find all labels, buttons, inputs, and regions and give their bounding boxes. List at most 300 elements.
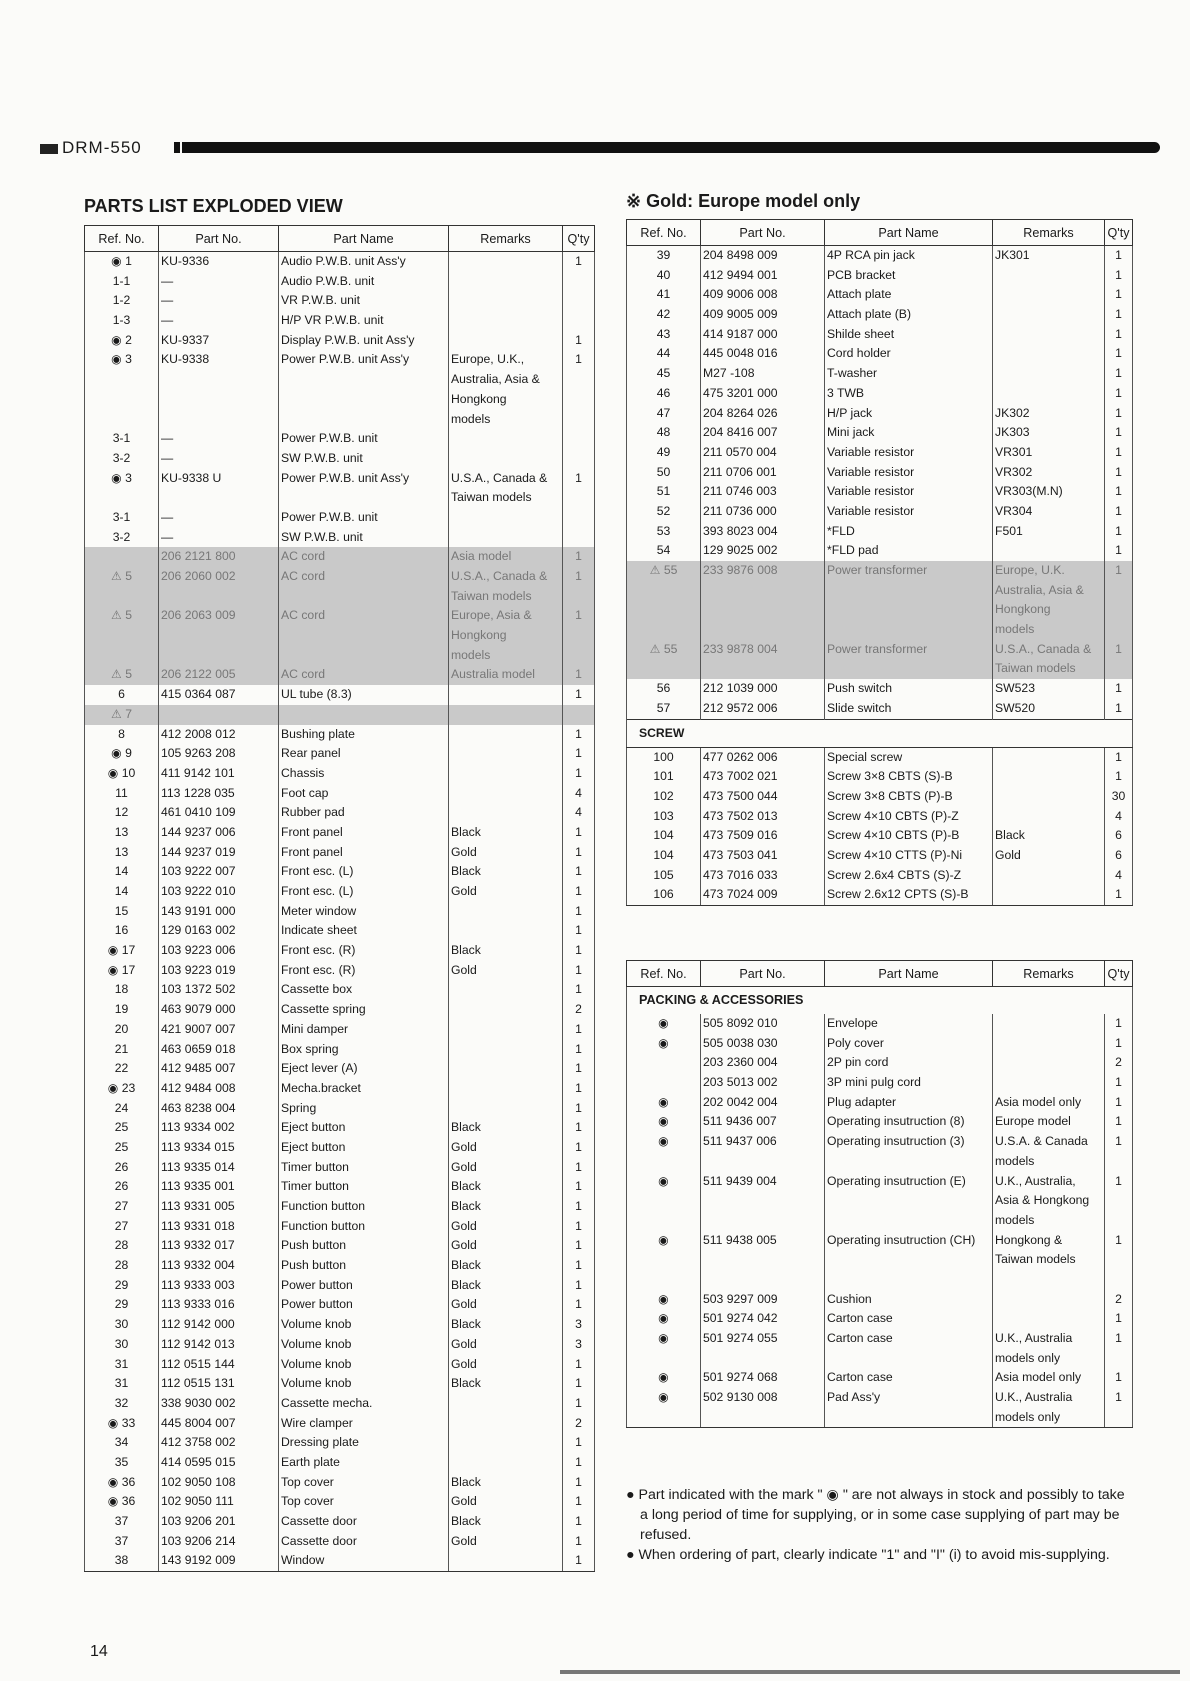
bottom-rule bbox=[560, 1670, 1180, 1674]
table-row bbox=[627, 640, 1133, 660]
table-row bbox=[85, 665, 595, 685]
table-row bbox=[627, 1112, 1133, 1132]
table-row bbox=[85, 1079, 595, 1099]
row-remarks bbox=[449, 449, 563, 469]
row-qty bbox=[1105, 1191, 1133, 1211]
row-part-no: 143 9192 009 bbox=[159, 1551, 279, 1571]
row-qty bbox=[1105, 581, 1133, 601]
row-remarks: Gold bbox=[449, 1532, 563, 1552]
row-part-no: 206 2122 005 bbox=[159, 665, 279, 685]
row-part-no: 113 9332 017 bbox=[159, 1236, 279, 1256]
row-remarks: Black bbox=[993, 826, 1105, 846]
table-row bbox=[85, 725, 595, 745]
row-qty: 1 bbox=[563, 725, 595, 745]
table-row bbox=[627, 1368, 1133, 1388]
row-part-name bbox=[825, 620, 993, 640]
row-part-no: 233 9876 008 bbox=[701, 561, 825, 581]
row-part-no bbox=[159, 646, 279, 666]
row-part-no: M27 -108 bbox=[701, 364, 825, 384]
table-row bbox=[627, 787, 1133, 807]
row-remarks: Asia model only bbox=[993, 1093, 1105, 1113]
row-qty: 4 bbox=[563, 803, 595, 823]
row-part-no bbox=[701, 1250, 825, 1270]
row-remarks: models only bbox=[993, 1349, 1105, 1369]
table-row bbox=[85, 1020, 595, 1040]
row-remarks bbox=[993, 305, 1105, 325]
row-part-name: Eject button bbox=[279, 1138, 449, 1158]
row-part-no bbox=[701, 1270, 825, 1290]
table-row bbox=[627, 1408, 1133, 1428]
table-row bbox=[627, 1093, 1133, 1113]
row-part-no bbox=[159, 587, 279, 607]
row-ref bbox=[85, 370, 159, 390]
row-ref: 13 bbox=[85, 823, 159, 843]
row-qty: 1 bbox=[563, 1473, 595, 1493]
row-part-no: 502 9130 008 bbox=[701, 1388, 825, 1408]
row-remarks bbox=[449, 921, 563, 941]
row-remarks: Gold bbox=[449, 1355, 563, 1375]
row-remarks: U.K., Australia bbox=[993, 1329, 1105, 1349]
row-qty: 1 bbox=[563, 1118, 595, 1138]
row-qty: 1 bbox=[563, 902, 595, 922]
row-part-no: 409 9005 009 bbox=[701, 305, 825, 325]
row-ref: 54 bbox=[627, 541, 701, 561]
col-part-name: Part Name bbox=[279, 226, 449, 252]
row-part-name: 2P pin cord bbox=[825, 1053, 993, 1073]
row-part-no: 211 0570 004 bbox=[701, 443, 825, 463]
row-ref: 1-3 bbox=[85, 311, 159, 331]
row-remarks: Asia & Hongkong bbox=[993, 1191, 1105, 1211]
row-remarks bbox=[449, 1433, 563, 1453]
col-part-name: Part Name bbox=[825, 961, 993, 987]
row-ref: ◉ bbox=[627, 1368, 701, 1388]
row-part-name: Earth plate bbox=[279, 1453, 449, 1473]
row-part-name: Envelope bbox=[825, 1014, 993, 1034]
row-part-no: 414 9187 000 bbox=[701, 325, 825, 345]
row-ref: ◉ bbox=[627, 1014, 701, 1034]
row-part-name: Operating insutruction (CH) bbox=[825, 1231, 993, 1251]
row-qty: 1 bbox=[563, 1099, 595, 1119]
row-remarks: VR304 bbox=[993, 502, 1105, 522]
row-part-no: 501 9274 068 bbox=[701, 1368, 825, 1388]
table-row bbox=[85, 902, 595, 922]
row-part-no: 463 9079 000 bbox=[159, 1000, 279, 1020]
row-remarks bbox=[993, 266, 1105, 286]
right-rows bbox=[627, 246, 1133, 720]
header-block-mark bbox=[40, 144, 58, 154]
row-part-no: 206 2063 009 bbox=[159, 606, 279, 626]
row-qty bbox=[1105, 620, 1133, 640]
row-qty bbox=[563, 370, 595, 390]
row-qty: 1 bbox=[563, 1512, 595, 1532]
row-ref: ◉ bbox=[627, 1172, 701, 1192]
row-remarks bbox=[993, 1053, 1105, 1073]
row-qty: 1 bbox=[563, 469, 595, 489]
row-qty: 1 bbox=[1105, 482, 1133, 502]
row-part-no: 511 9438 005 bbox=[701, 1231, 825, 1251]
row-part-no: 511 9437 006 bbox=[701, 1132, 825, 1152]
table-row bbox=[85, 1394, 595, 1414]
row-part-no: 511 9436 007 bbox=[701, 1112, 825, 1132]
row-remarks: U.K., Australia bbox=[993, 1388, 1105, 1408]
row-part-no: 412 2008 012 bbox=[159, 725, 279, 745]
table-row bbox=[85, 1374, 595, 1394]
row-part-no: 103 9223 019 bbox=[159, 961, 279, 981]
notes bbox=[626, 1485, 1126, 1565]
row-remarks bbox=[449, 902, 563, 922]
row-qty: 1 bbox=[563, 1256, 595, 1276]
row-remarks: U.S.A., Canada & bbox=[449, 567, 563, 587]
table-row bbox=[627, 1073, 1133, 1093]
row-ref: ◉ 33 bbox=[85, 1414, 159, 1434]
row-qty: 1 bbox=[1105, 325, 1133, 345]
row-qty bbox=[1105, 1250, 1133, 1270]
row-qty: 1 bbox=[1105, 640, 1133, 660]
row-qty: 1 bbox=[1105, 522, 1133, 542]
row-ref: ◉ bbox=[627, 1093, 701, 1113]
row-qty: 1 bbox=[563, 1020, 595, 1040]
row-part-name: Eject button bbox=[279, 1118, 449, 1138]
row-qty: 1 bbox=[563, 1492, 595, 1512]
row-part-name: Carton case bbox=[825, 1309, 993, 1329]
row-ref bbox=[627, 1191, 701, 1211]
row-part-no: 202 0042 004 bbox=[701, 1093, 825, 1113]
table-row bbox=[85, 429, 595, 449]
row-qty: 1 bbox=[563, 1355, 595, 1375]
row-qty: 1 bbox=[1105, 1329, 1133, 1349]
table-row bbox=[85, 1256, 595, 1276]
table-row bbox=[85, 1433, 595, 1453]
row-part-name: Shilde sheet bbox=[825, 325, 993, 345]
row-ref: 51 bbox=[627, 482, 701, 502]
row-remarks: Gold bbox=[449, 1492, 563, 1512]
row-part-no: KU-9338 bbox=[159, 350, 279, 370]
row-ref: 35 bbox=[85, 1453, 159, 1473]
row-qty: 1 bbox=[563, 1236, 595, 1256]
row-part-no: 143 9191 000 bbox=[159, 902, 279, 922]
table-row bbox=[85, 862, 595, 882]
row-part-no: 412 9494 001 bbox=[701, 266, 825, 286]
row-qty: 1 bbox=[1105, 266, 1133, 286]
row-part-name: T-washer bbox=[825, 364, 993, 384]
row-remarks: Gold bbox=[449, 1295, 563, 1315]
row-remarks: Black bbox=[449, 1276, 563, 1296]
row-ref: 37 bbox=[85, 1512, 159, 1532]
table-row bbox=[627, 1388, 1133, 1408]
row-remarks bbox=[449, 1020, 563, 1040]
table-row bbox=[627, 246, 1133, 266]
row-qty: 1 bbox=[1105, 541, 1133, 561]
row-remarks bbox=[449, 272, 563, 292]
left-title: PARTS LIST EXPLODED VIEW bbox=[84, 196, 343, 216]
row-part-name: AC cord bbox=[279, 665, 449, 685]
row-ref: 20 bbox=[85, 1020, 159, 1040]
row-part-no: 414 0595 015 bbox=[159, 1453, 279, 1473]
table-row bbox=[85, 1335, 595, 1355]
row-ref bbox=[627, 659, 701, 679]
table-header bbox=[627, 961, 1133, 987]
row-qty: 1 bbox=[563, 823, 595, 843]
row-remarks bbox=[449, 1000, 563, 1020]
row-qty: 1 bbox=[1105, 384, 1133, 404]
row-part-no: 113 9335 001 bbox=[159, 1177, 279, 1197]
row-ref bbox=[627, 1250, 701, 1270]
row-remarks bbox=[449, 764, 563, 784]
row-qty: 1 bbox=[1105, 699, 1133, 719]
row-part-name: Power button bbox=[279, 1276, 449, 1296]
row-part-no: 411 9142 101 bbox=[159, 764, 279, 784]
row-remarks bbox=[449, 1394, 563, 1414]
row-part-name bbox=[279, 626, 449, 646]
row-remarks: Taiwan models bbox=[449, 488, 563, 508]
row-qty: 3 bbox=[563, 1315, 595, 1335]
row-part-no bbox=[701, 659, 825, 679]
row-remarks bbox=[449, 744, 563, 764]
row-ref: ◉ bbox=[627, 1290, 701, 1310]
table-row bbox=[627, 807, 1133, 827]
row-part-no: — bbox=[159, 508, 279, 528]
row-ref: ◉ bbox=[627, 1329, 701, 1349]
row-ref: 15 bbox=[85, 902, 159, 922]
table-row bbox=[85, 1473, 595, 1493]
row-part-name: Front esc. (R) bbox=[279, 961, 449, 981]
table-row bbox=[85, 272, 595, 292]
row-part-name: Mecha.bracket bbox=[279, 1079, 449, 1099]
row-part-name: SW P.W.B. unit bbox=[279, 528, 449, 548]
row-part-name bbox=[825, 1270, 993, 1290]
row-part-name: Front panel bbox=[279, 823, 449, 843]
row-part-no bbox=[701, 1211, 825, 1231]
row-part-name: Cushion bbox=[825, 1290, 993, 1310]
row-part-no: 461 0410 109 bbox=[159, 803, 279, 823]
row-part-no: 338 9030 002 bbox=[159, 1394, 279, 1414]
row-remarks: Black bbox=[449, 862, 563, 882]
row-remarks bbox=[993, 1034, 1105, 1054]
row-part-no: 505 8092 010 bbox=[701, 1014, 825, 1034]
row-part-name bbox=[825, 581, 993, 601]
row-remarks bbox=[449, 1551, 563, 1571]
row-qty: 6 bbox=[1105, 826, 1133, 846]
row-part-no: 473 7503 041 bbox=[701, 846, 825, 866]
row-remarks: VR302 bbox=[993, 463, 1105, 483]
row-qty: 1 bbox=[563, 1276, 595, 1296]
col-part-no: Part No. bbox=[701, 220, 825, 246]
row-ref: 48 bbox=[627, 423, 701, 443]
row-ref: ◉ 9 bbox=[85, 744, 159, 764]
row-qty: 4 bbox=[1105, 807, 1133, 827]
row-remarks: Black bbox=[449, 1177, 563, 1197]
row-part-name bbox=[279, 370, 449, 390]
table-row bbox=[627, 1211, 1133, 1231]
table-row bbox=[85, 311, 595, 331]
table-row bbox=[85, 606, 595, 626]
row-qty bbox=[563, 508, 595, 528]
row-qty: 1 bbox=[1105, 561, 1133, 581]
table-row bbox=[627, 767, 1133, 787]
note-2: ● When ordering of part, clearly indicate "1" and "I" (i) to avoid mis-supplying. bbox=[626, 1547, 1110, 1563]
row-part-no bbox=[159, 410, 279, 430]
row-part-name: Cassette door bbox=[279, 1532, 449, 1552]
row-remarks: Gold bbox=[449, 1335, 563, 1355]
table-row bbox=[627, 463, 1133, 483]
row-ref: 30 bbox=[85, 1315, 159, 1335]
row-remarks bbox=[993, 767, 1105, 787]
row-qty: 1 bbox=[563, 567, 595, 587]
row-qty: 1 bbox=[563, 350, 595, 370]
row-remarks: U.S.A., Canada & bbox=[449, 469, 563, 489]
row-ref: 104 bbox=[627, 826, 701, 846]
row-part-no: 204 8416 007 bbox=[701, 423, 825, 443]
row-part-no: 233 9878 004 bbox=[701, 640, 825, 660]
row-part-name: Screw 2.6x4 CBTS (S)-Z bbox=[825, 866, 993, 886]
table-row bbox=[627, 404, 1133, 424]
table-row bbox=[627, 1231, 1133, 1251]
table-row bbox=[85, 784, 595, 804]
row-qty: 1 bbox=[563, 1079, 595, 1099]
row-remarks bbox=[449, 429, 563, 449]
row-ref: 46 bbox=[627, 384, 701, 404]
row-part-no: 412 3758 002 bbox=[159, 1433, 279, 1453]
row-qty: 1 bbox=[563, 331, 595, 351]
row-part-no: 113 9334 015 bbox=[159, 1138, 279, 1158]
row-remarks: JK301 bbox=[993, 246, 1105, 266]
row-remarks: U.S.A., Canada & bbox=[993, 640, 1105, 660]
row-part-name: Power button bbox=[279, 1295, 449, 1315]
row-ref: 11 bbox=[85, 784, 159, 804]
row-ref: 31 bbox=[85, 1355, 159, 1375]
table-row bbox=[85, 1099, 595, 1119]
row-ref: 42 bbox=[627, 305, 701, 325]
row-part-no: 105 9263 208 bbox=[159, 744, 279, 764]
row-remarks bbox=[993, 807, 1105, 827]
row-qty: 1 bbox=[1105, 364, 1133, 384]
row-remarks: Europe model bbox=[993, 1112, 1105, 1132]
table-row bbox=[85, 528, 595, 548]
row-part-no: 412 9485 007 bbox=[159, 1059, 279, 1079]
row-part-name bbox=[279, 587, 449, 607]
row-qty bbox=[1105, 1211, 1133, 1231]
row-remarks: Gold bbox=[449, 1236, 563, 1256]
row-part-name: 3P mini pulg cord bbox=[825, 1073, 993, 1093]
table-row bbox=[85, 1197, 595, 1217]
row-part-no: 511 9439 004 bbox=[701, 1172, 825, 1192]
row-qty bbox=[1105, 659, 1133, 679]
row-part-name: Function button bbox=[279, 1197, 449, 1217]
row-qty: 1 bbox=[1105, 1172, 1133, 1192]
row-remarks bbox=[993, 1270, 1105, 1290]
row-part-no bbox=[701, 1191, 825, 1211]
row-part-name: UL tube (8.3) bbox=[279, 685, 449, 705]
row-part-no: 473 7500 044 bbox=[701, 787, 825, 807]
row-qty: 1 bbox=[563, 744, 595, 764]
row-qty: 1 bbox=[563, 1394, 595, 1414]
table-row bbox=[627, 1014, 1133, 1034]
page-header bbox=[0, 138, 1160, 162]
row-part-no: 103 9206 214 bbox=[159, 1532, 279, 1552]
row-part-name: Power P.W.B. unit Ass'y bbox=[279, 350, 449, 370]
col-ref: Ref. No. bbox=[85, 226, 159, 252]
row-qty: 1 bbox=[1105, 1132, 1133, 1152]
row-qty bbox=[563, 449, 595, 469]
row-part-no: 421 9007 007 bbox=[159, 1020, 279, 1040]
row-part-name bbox=[279, 646, 449, 666]
table-row bbox=[627, 846, 1133, 866]
row-part-no: 412 9484 008 bbox=[159, 1079, 279, 1099]
row-qty: 1 bbox=[563, 1138, 595, 1158]
row-ref: ⚠ 5 bbox=[85, 665, 159, 685]
row-qty: 1 bbox=[1105, 747, 1133, 767]
table-row bbox=[85, 843, 595, 863]
row-qty: 30 bbox=[1105, 787, 1133, 807]
col-qty: Q'ty bbox=[563, 226, 595, 252]
screw-rows bbox=[627, 747, 1133, 906]
row-qty bbox=[563, 646, 595, 666]
row-remarks: Taiwan models bbox=[993, 659, 1105, 679]
row-part-name: H/P VR P.W.B. unit bbox=[279, 311, 449, 331]
table-row bbox=[627, 1329, 1133, 1349]
row-qty: 3 bbox=[563, 1335, 595, 1355]
row-part-no: 409 9006 008 bbox=[701, 285, 825, 305]
row-ref bbox=[627, 581, 701, 601]
row-remarks: Gold bbox=[449, 961, 563, 981]
row-part-name: Eject lever (A) bbox=[279, 1059, 449, 1079]
row-part-name: Operating insutruction (3) bbox=[825, 1132, 993, 1152]
row-remarks: SW520 bbox=[993, 699, 1105, 719]
row-remarks: Taiwan models bbox=[449, 587, 563, 607]
row-ref bbox=[85, 410, 159, 430]
row-part-name: Box spring bbox=[279, 1040, 449, 1060]
row-ref: 12 bbox=[85, 803, 159, 823]
row-part-no: 503 9297 009 bbox=[701, 1290, 825, 1310]
row-qty bbox=[563, 587, 595, 607]
row-qty: 2 bbox=[1105, 1290, 1133, 1310]
table-row bbox=[85, 252, 595, 272]
row-qty bbox=[563, 390, 595, 410]
row-ref bbox=[627, 1408, 701, 1428]
row-part-no: 473 7016 033 bbox=[701, 866, 825, 886]
row-ref: ◉ 3 bbox=[85, 350, 159, 370]
row-part-no: 211 0736 000 bbox=[701, 502, 825, 522]
row-ref: 52 bbox=[627, 502, 701, 522]
row-part-name bbox=[825, 1152, 993, 1172]
row-part-no: 473 7024 009 bbox=[701, 885, 825, 905]
col-remarks: Remarks bbox=[993, 220, 1105, 246]
row-part-no bbox=[159, 705, 279, 725]
row-part-name: Indicate sheet bbox=[279, 921, 449, 941]
table-row bbox=[85, 646, 595, 666]
row-ref: 30 bbox=[85, 1335, 159, 1355]
row-part-name: Screw 4×10 CBTS (P)-Z bbox=[825, 807, 993, 827]
row-part-no bbox=[701, 1349, 825, 1369]
row-remarks bbox=[449, 1414, 563, 1434]
page-number: 14 bbox=[90, 1643, 108, 1660]
row-part-no: 475 3201 000 bbox=[701, 384, 825, 404]
row-part-no bbox=[701, 581, 825, 601]
row-qty bbox=[563, 429, 595, 449]
row-part-no: 113 9333 016 bbox=[159, 1295, 279, 1315]
row-part-name: Carton case bbox=[825, 1368, 993, 1388]
row-part-no: 113 1228 035 bbox=[159, 784, 279, 804]
col-part-no: Part No. bbox=[159, 226, 279, 252]
table-row bbox=[627, 502, 1133, 522]
row-qty: 1 bbox=[563, 764, 595, 784]
row-part-no: 144 9237 006 bbox=[159, 823, 279, 843]
row-remarks: U.K., Australia, bbox=[993, 1172, 1105, 1192]
row-qty: 1 bbox=[563, 685, 595, 705]
row-part-no: KU-9337 bbox=[159, 331, 279, 351]
row-part-name: Cassette box bbox=[279, 980, 449, 1000]
table-row bbox=[627, 423, 1133, 443]
